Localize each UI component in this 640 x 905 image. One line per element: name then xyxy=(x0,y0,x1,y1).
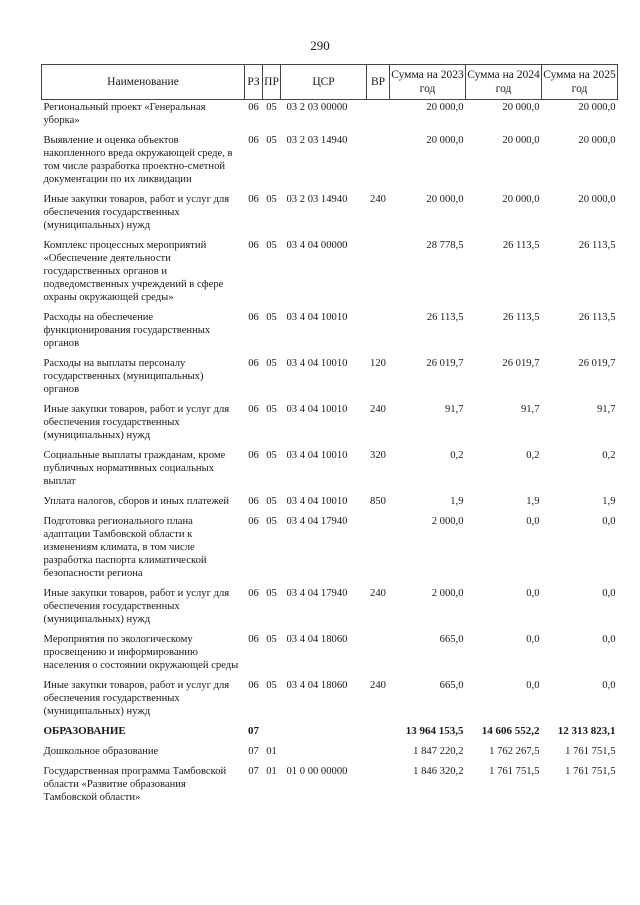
cell-csr: 03 4 04 18060 xyxy=(286,634,348,645)
cell-sum-2024: 0,0 xyxy=(526,634,540,645)
cell-vr xyxy=(367,311,390,357)
budget-table xyxy=(41,64,618,811)
cell-name: Иные закупки товаров, работ и услуг для обеспечения государственных (муниципальных) нужд xyxy=(43,680,230,717)
table-row xyxy=(42,745,618,765)
cell-sum-2024: 1 762 267,5 xyxy=(489,746,540,757)
header-sum-2024: Сумма на 2024 год xyxy=(466,65,542,100)
cell-csr: 03 4 04 00000 xyxy=(286,240,348,251)
cell-sum-2023: 1 846 320,2 xyxy=(413,766,464,777)
cell-sum-2023: 2 000,0 xyxy=(431,588,464,599)
cell-sum-2024: 14 606 552,2 xyxy=(481,725,540,737)
cell-sum-2024: 26 113,5 xyxy=(502,312,540,323)
cell-name: Расходы на выплаты персоналу государственных (муниципальных) органов xyxy=(43,358,204,395)
cell-rz: 06 xyxy=(248,135,259,146)
cell-sum-2024: 91,7 xyxy=(520,404,540,415)
table-row xyxy=(42,587,618,633)
cell-vr xyxy=(367,765,390,811)
table-row xyxy=(42,725,618,745)
cell-pr: 01 xyxy=(266,746,277,757)
cell-sum-2023: 665,0 xyxy=(439,634,464,645)
cell-sum-2025: 12 313 823,1 xyxy=(557,725,616,737)
cell-rz: 06 xyxy=(248,450,259,461)
header-csr: ЦСР xyxy=(281,65,367,100)
cell-csr xyxy=(281,745,367,765)
cell-rz: 07 xyxy=(248,725,259,737)
table-row xyxy=(42,765,618,811)
cell-vr: 240 xyxy=(370,194,386,205)
cell-pr: 05 xyxy=(266,240,277,251)
cell-csr: 03 4 04 10010 xyxy=(286,312,348,323)
cell-pr: 05 xyxy=(266,135,277,146)
cell-sum-2024: 0,0 xyxy=(526,680,540,691)
cell-rz: 07 xyxy=(248,766,259,777)
cell-name: Иные закупки товаров, работ и услуг для обеспечения государственных (муниципальных) нужд xyxy=(43,404,230,441)
cell-pr: 05 xyxy=(266,450,277,461)
cell-name: Выявление и оценка объектов накопленного вреда окружающей среде, в том числе разработка проектно-сметной документации по их ликвидации xyxy=(43,135,233,185)
table-row xyxy=(42,495,618,515)
cell-vr xyxy=(367,633,390,679)
cell-rz: 06 xyxy=(248,240,259,251)
cell-csr: 03 4 04 10010 xyxy=(286,496,348,507)
cell-rz: 06 xyxy=(248,634,259,645)
cell-sum-2025: 1 761 751,5 xyxy=(565,766,616,777)
cell-name: Подготовка регионального плана адаптации Тамбовской области к изменениям климата, в том числе разработка паспорта климатической безопасности региона xyxy=(43,516,207,579)
cell-sum-2024: 1 761 751,5 xyxy=(489,766,540,777)
cell-sum-2025: 26 113,5 xyxy=(578,312,616,323)
cell-name: Расходы на обеспечение функционирования государственных органов xyxy=(43,312,211,349)
cell-sum-2025: 0,0 xyxy=(602,516,616,527)
cell-rz: 06 xyxy=(248,404,259,415)
table-row xyxy=(42,403,618,449)
cell-vr: 120 xyxy=(370,358,386,369)
cell-sum-2025: 20 000,0 xyxy=(578,102,616,113)
cell-csr: 03 4 04 10010 xyxy=(286,358,348,369)
cell-csr: 03 2 03 00000 xyxy=(286,102,348,113)
cell-sum-2024: 0,2 xyxy=(526,450,540,461)
cell-csr: 03 4 04 10010 xyxy=(286,450,348,461)
cell-rz: 06 xyxy=(248,516,259,527)
cell-sum-2025: 26 019,7 xyxy=(578,358,616,369)
cell-pr: 05 xyxy=(266,358,277,369)
header-vr: ВР xyxy=(367,65,390,100)
cell-vr: 320 xyxy=(370,450,386,461)
cell-sum-2025: 91,7 xyxy=(596,404,616,415)
cell-csr: 03 2 03 14940 xyxy=(286,194,348,205)
cell-csr: 01 0 00 00000 xyxy=(286,766,348,777)
cell-sum-2023: 20 000,0 xyxy=(426,102,464,113)
cell-name: Дошкольное образование xyxy=(43,746,159,757)
cell-sum-2023: 20 000,0 xyxy=(426,194,464,205)
table-row xyxy=(42,100,618,135)
cell-sum-2025: 20 000,0 xyxy=(578,135,616,146)
cell-vr: 240 xyxy=(370,588,386,599)
cell-vr xyxy=(367,239,390,311)
page-number: 290 xyxy=(310,38,330,53)
cell-sum-2025: 0,2 xyxy=(602,450,616,461)
table-row xyxy=(42,311,618,357)
cell-name: Региональный проект «Генеральная уборка» xyxy=(43,102,206,126)
cell-sum-2023: 26 019,7 xyxy=(426,358,464,369)
cell-rz: 06 xyxy=(248,358,259,369)
cell-name: Иные закупки товаров, работ и услуг для обеспечения государственных (муниципальных) нужд xyxy=(43,194,230,231)
cell-vr xyxy=(367,725,390,745)
cell-sum-2023: 20 000,0 xyxy=(426,135,464,146)
cell-rz: 06 xyxy=(248,588,259,599)
cell-sum-2025: 0,0 xyxy=(602,588,616,599)
cell-rz: 07 xyxy=(248,746,259,757)
cell-name: ОБРАЗОВАНИЕ xyxy=(43,725,126,737)
header-sum-2023: Сумма на 2023 год xyxy=(390,65,466,100)
cell-sum-2023: 26 113,5 xyxy=(426,312,464,323)
cell-sum-2023: 2 000,0 xyxy=(431,516,464,527)
cell-pr: 05 xyxy=(266,312,277,323)
cell-sum-2023: 665,0 xyxy=(439,680,464,691)
cell-sum-2024: 0,0 xyxy=(526,516,540,527)
cell-sum-2023: 1 847 220,2 xyxy=(413,746,464,757)
cell-sum-2025: 1,9 xyxy=(602,496,616,507)
cell-vr xyxy=(367,100,390,135)
cell-sum-2024: 1,9 xyxy=(526,496,540,507)
cell-name: Государственная программа Тамбовской области «Развитие образования Тамбовской области» xyxy=(43,766,227,803)
cell-vr: 850 xyxy=(370,496,386,507)
cell-vr: 240 xyxy=(370,680,386,691)
cell-pr: 05 xyxy=(266,634,277,645)
table-row xyxy=(42,357,618,403)
cell-rz: 06 xyxy=(248,496,259,507)
cell-sum-2024: 26 113,5 xyxy=(502,240,540,251)
cell-sum-2023: 28 778,5 xyxy=(426,240,464,251)
cell-pr: 05 xyxy=(266,496,277,507)
cell-sum-2024: 20 000,0 xyxy=(502,135,540,146)
cell-csr: 03 4 04 17940 xyxy=(286,588,348,599)
cell-name: Мероприятия по экологическому просвещению и информированию населения о состоянии окружающей среды xyxy=(43,634,239,671)
cell-sum-2024: 20 000,0 xyxy=(502,102,540,113)
cell-sum-2024: 20 000,0 xyxy=(502,194,540,205)
table-row xyxy=(42,239,618,311)
cell-sum-2025: 20 000,0 xyxy=(578,194,616,205)
header-pr: ПР xyxy=(263,65,281,100)
cell-sum-2025: 0,0 xyxy=(602,634,616,645)
cell-csr: 03 4 04 10010 xyxy=(286,404,348,415)
table-row xyxy=(42,679,618,725)
cell-vr xyxy=(367,515,390,587)
cell-vr: 240 xyxy=(370,404,386,415)
table-body xyxy=(42,100,618,812)
table-row xyxy=(42,515,618,587)
cell-sum-2024: 26 019,7 xyxy=(502,358,540,369)
cell-rz: 06 xyxy=(248,102,259,113)
cell-sum-2023: 0,2 xyxy=(450,450,464,461)
cell-pr: 05 xyxy=(266,194,277,205)
header-rz: РЗ xyxy=(245,65,263,100)
cell-rz: 06 xyxy=(248,680,259,691)
cell-name: Комплекс процессных мероприятий «Обеспечение деятельности государственных органов и подведомственных учреждений в сфере охраны окружающей среды» xyxy=(43,240,224,303)
table-row xyxy=(42,134,618,193)
cell-sum-2025: 0,0 xyxy=(602,680,616,691)
cell-name: Социальные выплаты гражданам, кроме публичных нормативных социальных выплат xyxy=(43,450,226,487)
cell-pr: 01 xyxy=(266,766,277,777)
cell-csr xyxy=(281,725,367,745)
header-sum-2025: Сумма на 2025 год xyxy=(542,65,618,100)
cell-pr: 05 xyxy=(266,404,277,415)
cell-pr: 05 xyxy=(266,516,277,527)
header-name: Наименование xyxy=(42,65,245,100)
cell-name: Иные закупки товаров, работ и услуг для обеспечения государственных (муниципальных) нужд xyxy=(43,588,230,625)
cell-vr xyxy=(367,745,390,765)
cell-sum-2023: 13 964 153,5 xyxy=(405,725,464,737)
cell-pr: 05 xyxy=(266,680,277,691)
cell-sum-2025: 26 113,5 xyxy=(578,240,616,251)
cell-rz: 06 xyxy=(248,312,259,323)
cell-csr: 03 2 03 14940 xyxy=(286,135,348,146)
cell-pr: 05 xyxy=(266,588,277,599)
cell-rz: 06 xyxy=(248,194,259,205)
cell-csr: 03 4 04 18060 xyxy=(286,680,348,691)
cell-name: Уплата налогов, сборов и иных платежей xyxy=(43,496,230,507)
cell-vr xyxy=(367,134,390,193)
header-row xyxy=(42,65,618,100)
cell-sum-2024: 0,0 xyxy=(526,588,540,599)
cell-sum-2023: 1,9 xyxy=(450,496,464,507)
table-row xyxy=(42,449,618,495)
table-row xyxy=(42,193,618,239)
cell-sum-2023: 91,7 xyxy=(444,404,464,415)
table-row xyxy=(42,633,618,679)
cell-pr: 05 xyxy=(266,102,277,113)
cell-pr xyxy=(263,725,281,745)
cell-csr: 03 4 04 17940 xyxy=(286,516,348,527)
cell-sum-2025: 1 761 751,5 xyxy=(565,746,616,757)
